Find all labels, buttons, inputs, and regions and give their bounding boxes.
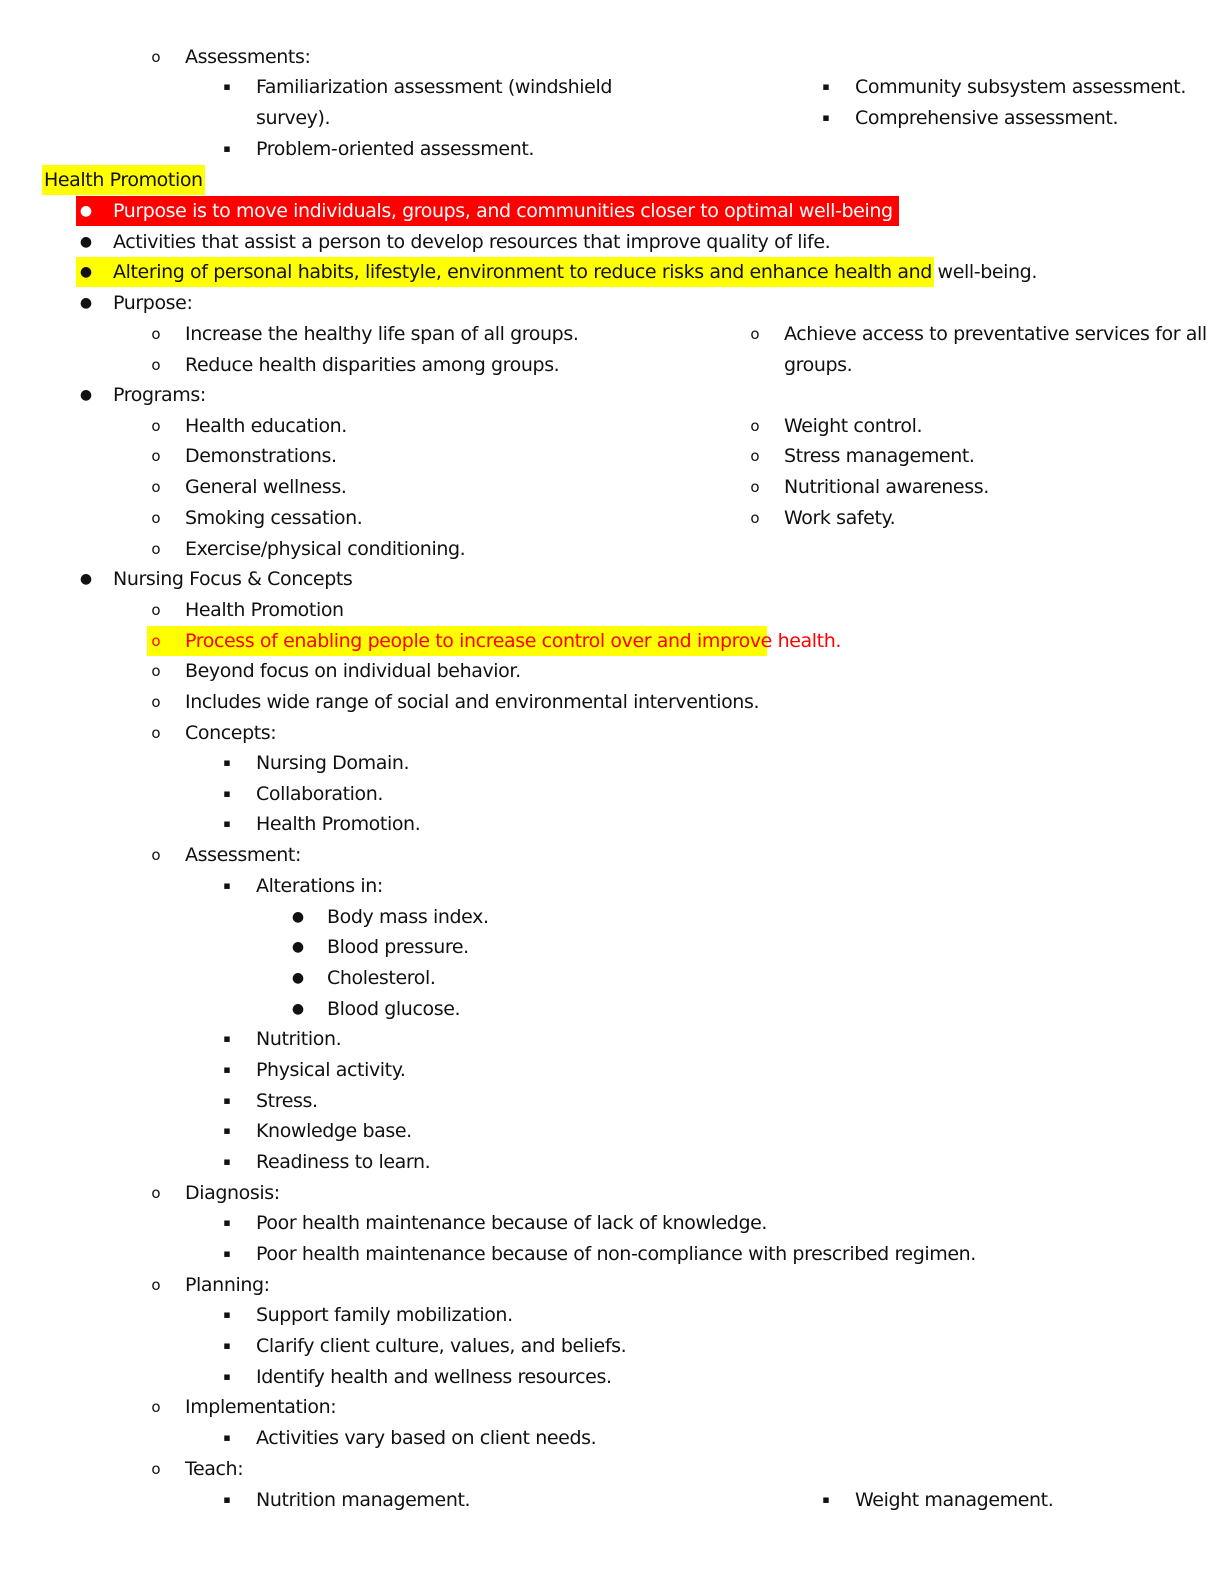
circle-bullet-icon: o: [750, 509, 760, 527]
list-item: [0, 1055, 1224, 1085]
list-item-text: Nutritional awareness.: [784, 476, 989, 498]
list-item: [76, 288, 676, 318]
circle-bullet-icon: o: [750, 478, 760, 496]
circle-bullet-icon: o: [151, 1184, 161, 1202]
highlighted-list-item: [76, 196, 1024, 226]
list-item-text: groups.: [784, 354, 853, 376]
list-item-text: Blood glucose.: [327, 998, 461, 1020]
square-bullet-icon: ▪: [223, 1493, 231, 1506]
bullet-icon: ●: [79, 295, 93, 311]
circle-bullet-icon: o: [151, 447, 161, 465]
list-item: [0, 319, 1224, 349]
square-bullet-icon: ▪: [223, 1247, 231, 1260]
list-item: [76, 564, 676, 594]
square-bullet-icon: ▪: [223, 1032, 231, 1045]
list-item: [0, 1024, 1224, 1054]
list-item: [0, 1331, 1224, 1361]
list-item-text: Altering of personal habits, lifestyle, environment to reduce risks and enhance health and well-being.: [113, 261, 1037, 283]
list-item: [0, 134, 1224, 164]
list-item-text: Exercise/physical conditioning.: [185, 538, 466, 560]
list-item: [0, 871, 1224, 901]
list-item: [0, 441, 1224, 471]
square-bullet-icon: ▪: [223, 879, 231, 892]
bullet-icon: ●: [291, 939, 305, 955]
list-item: [0, 503, 1224, 533]
list-item-text: Includes wide range of social and environmental interventions.: [185, 691, 760, 713]
bullet-icon: ●: [291, 909, 305, 925]
circle-bullet-icon: o: [151, 325, 161, 343]
planning-label: Planning:: [185, 1274, 270, 1296]
programs-label: Programs:: [113, 384, 206, 406]
list-item: [0, 72, 1224, 102]
circle-bullet-icon: o: [151, 417, 161, 435]
circle-bullet-icon: o: [750, 325, 760, 343]
list-item: [0, 902, 1224, 932]
list-item-text: Work safety.: [784, 507, 896, 529]
square-bullet-icon: ▪: [223, 142, 231, 155]
list-item-text: Health education.: [185, 415, 347, 437]
list-item-text: Achieve access to preventative services for all: [784, 323, 1207, 345]
list-item: [0, 963, 1224, 993]
list-item-text: Poor health maintenance because of lack of knowledge.: [256, 1212, 768, 1234]
assessment-label: Assessment:: [185, 844, 301, 866]
square-bullet-icon: ▪: [822, 80, 830, 93]
list-item-text: Poor health maintenance because of non-compliance with prescribed regimen.: [256, 1243, 976, 1265]
list-item-text: Purpose is to move individuals, groups, and communities closer to optimal well-being by educating.: [113, 200, 1024, 222]
list-item-text: Support family mobilization.: [256, 1304, 513, 1326]
square-bullet-icon: ▪: [223, 1124, 231, 1137]
list-item-text: Familiarization assessment (windshield: [256, 76, 612, 98]
list-item: [0, 472, 1224, 502]
heading-text: Health Promotion: [42, 165, 205, 195]
list-item: [0, 656, 1224, 686]
list-item-text: Community subsystem assessment.: [855, 76, 1186, 98]
circle-bullet-icon: o: [151, 601, 161, 619]
list-item-text: Collaboration.: [256, 783, 384, 805]
list-item: [76, 380, 676, 410]
list-item-text: Nursing Domain.: [256, 752, 410, 774]
list-item-text: Knowledge base.: [256, 1120, 412, 1142]
list-item-text: Stress management.: [784, 445, 975, 467]
circle-bullet-icon: o: [151, 724, 161, 742]
list-item: [0, 1454, 1224, 1484]
bullet-icon: ●: [79, 234, 93, 250]
circle-bullet-icon: o: [151, 478, 161, 496]
list-item: [0, 840, 1224, 870]
list-item-text: Identify health and wellness resources.: [256, 1366, 612, 1388]
list-item: [0, 1270, 1224, 1300]
list-item-text: Smoking cessation.: [185, 507, 363, 529]
highlighted-list-item: [76, 257, 1037, 287]
list-item-text: Demonstrations.: [185, 445, 337, 467]
list-item-text: Reduce health disparities among groups.: [185, 354, 560, 376]
circle-bullet-icon: o: [750, 417, 760, 435]
circle-bullet-icon: o: [151, 509, 161, 527]
list-item: [0, 932, 1224, 962]
list-item-text: Health Promotion: [185, 599, 344, 621]
list-item-text: Increase the healthy life span of all groups.: [185, 323, 579, 345]
list-item: [0, 103, 1224, 133]
bullet-icon: ●: [79, 203, 93, 219]
highlighted-list-item: [147, 626, 841, 656]
circle-bullet-icon: o: [151, 693, 161, 711]
list-item-text: Weight management.: [855, 1489, 1054, 1511]
square-bullet-icon: ▪: [223, 1094, 231, 1107]
list-item-text: Blood pressure.: [327, 936, 469, 958]
list-item: [0, 1086, 1224, 1116]
square-bullet-icon: ▪: [223, 817, 231, 830]
alterations-label: Alterations in:: [256, 875, 383, 897]
circle-bullet-icon: o: [151, 48, 161, 66]
circle-bullet-icon: o: [151, 662, 161, 680]
list-item-text: Nutrition management.: [256, 1489, 471, 1511]
bullet-icon: ●: [291, 1001, 305, 1017]
list-item-text: Nutrition.: [256, 1028, 342, 1050]
circle-bullet-icon: o: [151, 356, 161, 374]
list-item-text: Physical activity.: [256, 1059, 406, 1081]
list-item: [0, 718, 1224, 748]
list-item: [0, 350, 1224, 380]
list-item: [0, 994, 1224, 1024]
list-item: [0, 1423, 1224, 1453]
list-item-text: Comprehensive assessment.: [855, 107, 1119, 129]
list-item-text: Problem-oriented assessment.: [256, 138, 535, 160]
list-item: [0, 1178, 1224, 1208]
circle-bullet-icon: o: [151, 632, 161, 650]
list-item-text: Health Promotion.: [256, 813, 421, 835]
list-item: [0, 779, 1224, 809]
concepts-label: Concepts:: [185, 722, 277, 744]
square-bullet-icon: ▪: [223, 80, 231, 93]
list-item: [0, 1147, 1224, 1177]
list-item: [0, 809, 1224, 839]
circle-bullet-icon: o: [151, 846, 161, 864]
circle-bullet-icon: o: [151, 540, 161, 558]
list-item: [0, 42, 1224, 72]
list-item-text: Clarify client culture, values, and beliefs.: [256, 1335, 627, 1357]
list-item-text: Beyond focus on individual behavior.: [185, 660, 521, 682]
square-bullet-icon: ▪: [223, 1431, 231, 1444]
square-bullet-icon: ▪: [223, 1339, 231, 1352]
list-item: [0, 1300, 1224, 1330]
bullet-icon: ●: [79, 571, 93, 587]
list-item-text: Process of enabling people to increase control over and improve health.: [185, 630, 841, 652]
bullet-icon: ●: [79, 387, 93, 403]
circle-bullet-icon: o: [151, 1276, 161, 1294]
list-item: [0, 1116, 1224, 1146]
list-item: [0, 1362, 1224, 1392]
list-item-text: Stress.: [256, 1090, 318, 1112]
square-bullet-icon: ▪: [223, 1370, 231, 1383]
teach-label: Teach:: [185, 1458, 244, 1480]
list-item: [76, 227, 1076, 257]
list-item-text: Activities vary based on client needs.: [256, 1427, 597, 1449]
list-item-text: Weight control.: [784, 415, 923, 437]
list-item: [0, 595, 1224, 625]
list-item-text: Readiness to learn.: [256, 1151, 431, 1173]
list-item: [0, 1392, 1224, 1422]
square-bullet-icon: ▪: [223, 1216, 231, 1229]
assessments-label: Assessments:: [185, 46, 311, 68]
diagnosis-label: Diagnosis:: [185, 1182, 280, 1204]
square-bullet-icon: ▪: [822, 1493, 830, 1506]
purpose-label: Purpose:: [113, 292, 193, 314]
list-item: [0, 687, 1224, 717]
list-item-text: General wellness.: [185, 476, 347, 498]
list-item: [0, 1239, 1224, 1269]
list-item-text: survey).: [256, 107, 331, 129]
list-item: [0, 748, 1224, 778]
list-item-text: Cholesterol.: [327, 967, 436, 989]
nursing-label: Nursing Focus & Concepts: [113, 568, 353, 590]
square-bullet-icon: ▪: [223, 1155, 231, 1168]
square-bullet-icon: ▪: [223, 787, 231, 800]
list-item-text: Activities that assist a person to develop resources that improve quality of life.: [113, 231, 831, 253]
list-item: [0, 411, 1224, 441]
implementation-label: Implementation:: [185, 1396, 337, 1418]
list-item: [0, 1485, 1224, 1515]
list-item: [0, 534, 1224, 564]
square-bullet-icon: ▪: [223, 1063, 231, 1076]
square-bullet-icon: ▪: [223, 756, 231, 769]
circle-bullet-icon: o: [750, 447, 760, 465]
square-bullet-icon: ▪: [223, 1308, 231, 1321]
bullet-icon: ●: [291, 970, 305, 986]
circle-bullet-icon: o: [151, 1460, 161, 1478]
square-bullet-icon: ▪: [822, 111, 830, 124]
list-item-text: Body mass index.: [327, 906, 489, 928]
bullet-icon: ●: [79, 264, 93, 280]
list-item: [0, 1208, 1224, 1238]
circle-bullet-icon: o: [151, 1398, 161, 1416]
